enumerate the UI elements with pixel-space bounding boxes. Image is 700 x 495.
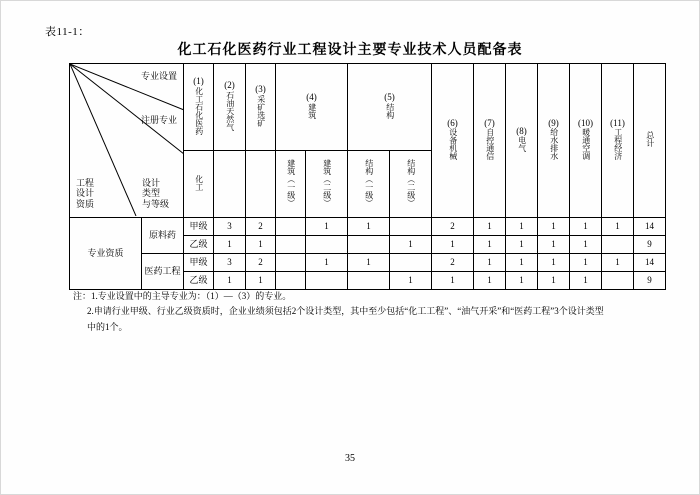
col-label-1: 化工石化医药 [194, 86, 204, 135]
subcol-label-struct-2: 结构（二级） [406, 158, 416, 207]
cell-r2-c6: 1 [390, 236, 432, 254]
cell-r2-c7: 1 [432, 236, 474, 254]
subcol-label-arch-1: 建筑（一级） [286, 158, 296, 207]
col-label-11: 工程经济 [613, 128, 623, 160]
col-header-3 [246, 64, 276, 151]
col-index-4: (4) [306, 92, 317, 103]
page-number: 35 [345, 453, 355, 464]
col-label-4: 建筑 [307, 102, 317, 119]
cell-r1-c3 [276, 218, 306, 236]
col-header-total [634, 64, 666, 218]
subcol-oilgas [214, 151, 246, 218]
col-label-9: 给水排水 [549, 128, 559, 160]
subcol-chemical [184, 151, 214, 218]
cell-r4-c2: 1 [246, 272, 276, 290]
cell-r1-c5: 1 [348, 218, 390, 236]
row-category-raw-material: 原料药 [142, 218, 184, 254]
cell-r1-c11: 1 [570, 218, 602, 236]
cell-r1-c4: 1 [306, 218, 348, 236]
cell-r3-c12: 1 [602, 254, 634, 272]
axis-label-register: 注册专业 [140, 115, 177, 125]
note-text-1: 1.专业设置中的主导专业为：（1）—（3）的专业。 [91, 291, 292, 301]
cell-r1-c6 [390, 218, 432, 236]
row-grade-b-1: 乙级 [184, 236, 214, 254]
subcol-mining [246, 151, 276, 218]
col-header-11 [602, 64, 634, 218]
cell-r4-c3 [276, 272, 306, 290]
row-group-label: 专业资质 [70, 218, 142, 290]
row-category-pharma: 医药工程 [142, 254, 184, 290]
note-line-3: 中的1个。 [87, 321, 128, 332]
cell-r1-c10: 1 [538, 218, 570, 236]
col-label-3: 采矿选矿 [256, 94, 266, 127]
col-label-6: 设备机械 [448, 128, 458, 160]
subcol-label-struct-1: 结构（一级） [364, 158, 374, 207]
cell-r2-c10: 1 [538, 236, 570, 254]
col-index-5: (5) [384, 92, 395, 103]
col-index-1: (1) [193, 76, 204, 87]
cell-r3-c5: 1 [348, 254, 390, 272]
col-label-7: 自控通信 [485, 128, 495, 160]
cell-r3-c2: 2 [246, 254, 276, 272]
col-index-7: (7) [484, 117, 495, 128]
cell-r3-c3 [276, 254, 306, 272]
col-header-1 [184, 64, 214, 151]
cell-r3-c11: 1 [570, 254, 602, 272]
axis-label-qualification: 工程 设计 资质 [76, 177, 95, 209]
subcol-struct-1 [348, 151, 390, 218]
cell-r3-c1: 3 [214, 254, 246, 272]
col-header-9 [538, 64, 570, 218]
cell-r4-c11: 1 [570, 272, 602, 290]
subcol-arch-1 [276, 151, 306, 218]
cell-r3-c4: 1 [306, 254, 348, 272]
row-grade-a-2: 甲级 [184, 254, 214, 272]
cell-r1-c1: 3 [214, 218, 246, 236]
note-line-1 [73, 289, 629, 304]
col-label-5: 结构 [385, 102, 395, 119]
row-grade-b-2: 乙级 [184, 272, 214, 290]
cell-r2-c1: 1 [214, 236, 246, 254]
col-header-10 [570, 64, 602, 218]
cell-r1-c12: 1 [602, 218, 634, 236]
cell-r3-c10: 1 [538, 254, 570, 272]
cell-r1-c9: 1 [506, 218, 538, 236]
cell-r2-c4 [306, 236, 348, 254]
cell-r4-c8: 1 [474, 272, 506, 290]
cell-r2-c3 [276, 236, 306, 254]
cell-r3-c8: 1 [474, 254, 506, 272]
cell-r4-c6: 1 [390, 272, 432, 290]
cell-r2-c9: 1 [506, 236, 538, 254]
table-notes [73, 289, 629, 335]
subcol-struct-2 [390, 151, 432, 218]
col-index-11: (11) [610, 117, 625, 128]
col-header-2 [214, 64, 246, 151]
col-label-10: 暖通空调 [581, 128, 591, 160]
cell-r2-c2: 1 [246, 236, 276, 254]
row-grade-a-1: 甲级 [184, 218, 214, 236]
col-index-8: (8) [516, 125, 527, 136]
cell-r4-total: 9 [634, 272, 666, 290]
subcol-label-chemical: 化工 [194, 174, 204, 191]
col-header-6 [432, 64, 474, 218]
subcol-arch-2 [306, 151, 348, 218]
col-label-2: 石油天然气 [225, 90, 235, 131]
header-corner-diagonal [70, 64, 184, 218]
note-heading: 注： [73, 291, 92, 301]
col-index-10: (10) [578, 117, 593, 128]
axis-label-major: 专业设置 [140, 71, 177, 81]
cell-r2-c8: 1 [474, 236, 506, 254]
col-index-2: (2) [224, 80, 235, 91]
cell-r4-c9: 1 [506, 272, 538, 290]
cell-r4-c7: 1 [432, 272, 474, 290]
personnel-allocation-table [69, 63, 692, 290]
cell-r2-total: 9 [634, 236, 666, 254]
table-header-row [70, 64, 692, 151]
cell-r4-c12 [602, 272, 634, 290]
col-label-total: 总计 [645, 131, 655, 148]
page-title: 化工石化医药行业工程设计主要专业技术人员配备表 [177, 43, 523, 58]
table-row [70, 254, 692, 272]
col-index-3: (3) [255, 84, 266, 95]
cell-r3-c6 [390, 254, 432, 272]
cell-r1-total: 14 [634, 218, 666, 236]
col-header-5 [348, 64, 432, 151]
cell-r3-c9: 1 [506, 254, 538, 272]
cell-r1-c8: 1 [474, 218, 506, 236]
cell-r4-c4 [306, 272, 348, 290]
note-line-2: 2.申请行业甲级、行业乙级资质时，企业业绩须包括2个设计类型，其中至少包括“化工工程”、“油气开采”和“医药工程”3个设计类型 [87, 306, 604, 317]
cell-r4-c5 [348, 272, 390, 290]
cell-r2-c11: 1 [570, 236, 602, 254]
cell-r4-c1: 1 [214, 272, 246, 290]
subcol-label-arch-2: 建筑（二级） [322, 158, 332, 207]
cell-r1-c2: 2 [246, 218, 276, 236]
cell-r2-c5 [348, 236, 390, 254]
col-header-4 [276, 64, 348, 151]
axis-label-design-type: 设计 类型 与等级 [142, 177, 170, 209]
cell-r4-c10: 1 [538, 272, 570, 290]
cell-r3-total: 14 [634, 254, 666, 272]
col-index-6: (6) [447, 117, 458, 128]
table-label: 表11-1： [45, 26, 90, 38]
col-header-8 [506, 64, 538, 218]
cell-r2-c12 [602, 236, 634, 254]
col-index-9: (9) [548, 117, 559, 128]
col-label-8: 电气 [517, 136, 527, 152]
cell-r1-c7: 2 [432, 218, 474, 236]
col-header-7 [474, 64, 506, 218]
table-row [70, 218, 692, 236]
cell-r3-c7: 2 [432, 254, 474, 272]
